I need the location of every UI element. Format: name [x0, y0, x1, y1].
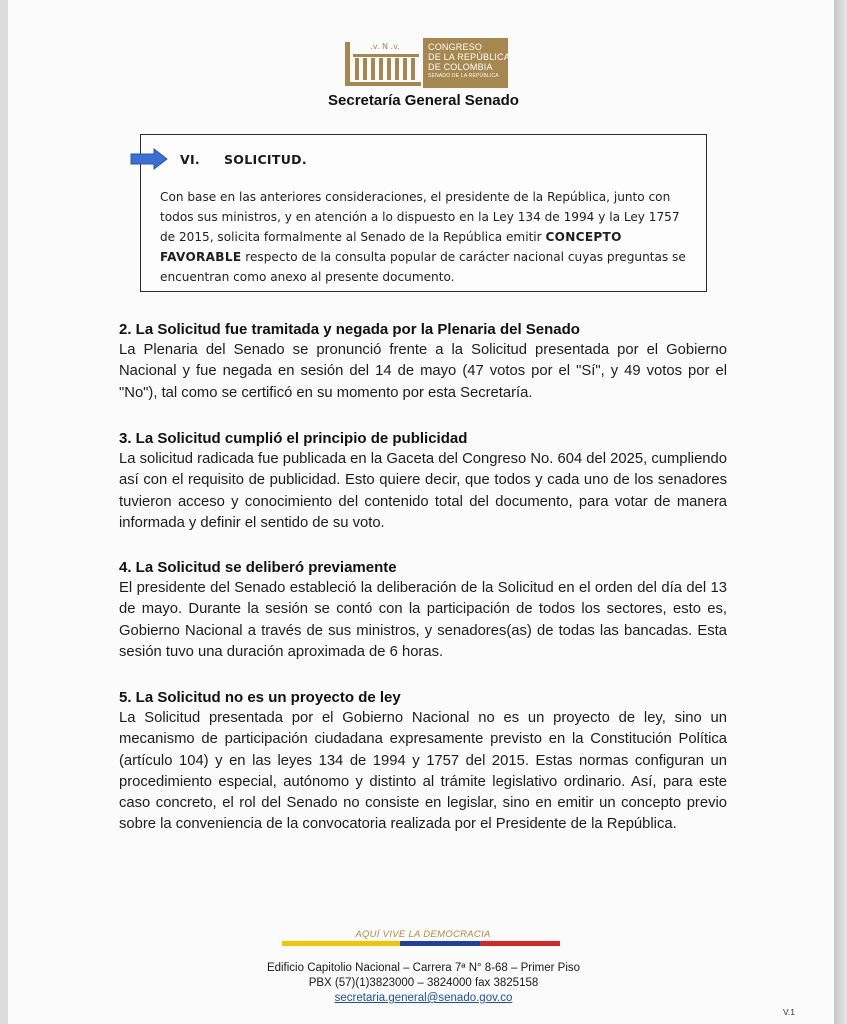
logo-textbox [423, 38, 511, 88]
logo-subline: SENADO DE LA REPÚBLICA [428, 73, 499, 79]
flag-red [480, 941, 560, 946]
quote-text-bold: CONCEPTO FAVORABLE [160, 230, 622, 264]
emblem-text: .v. N .v. [370, 42, 400, 51]
section-title: 2. La Solicitud fue tramitada y negada por la Plenaria del Senado [119, 321, 580, 338]
logo-line-3: DE COLOMBIA [428, 62, 493, 72]
section-body: La solicitud radicada fue publicada en la Gaceta del Congreso No. 604 del 2025, cumpliendo así con el requisito de publicidad. Esto quiere decir, que todos y cada uno de los senadores tuvieron acceso y conocimiento del contenido total del documento, para votar de manera informada y definir el sentido de su voto. [119, 451, 727, 531]
footer-motto: AQUÍ VIVE LA DEMOCRACIA [355, 929, 491, 940]
section-body: La Plenaria del Senado se pronunció frente a la Solicitud presentada por el Gobierno Nacional y fue negada en sesión del 14 de mayo (47 votos por el "Sí", y 49 votos por el "No"), tal como se certificó en su momento por esta Secretaría. [119, 342, 727, 401]
section-body: La Solicitud presentada por el Gobierno Nacional no es un proyecto de ley, sino un mecanismo de participación ciudadana expresamente previsto en la Constitución Política (artículo 104) y en las leyes 134 de 1994 y 1757 del 2015. Estas normas configuran un procedimiento especial, autónomo y distinto al trámite legislativo ordinario. Así, para este caso concreto, el rol del Senado no consiste en legislar, sino en emitir un concepto previo sobre la conveniencia de la convocatoria realizada por el Presidente de la República. [119, 710, 727, 833]
footer-phone: PBX (57)(1)3823000 – 3824000 fax 3825158 [308, 977, 539, 989]
section-body: El presidente del Senado estableció la deliberación de la Solicitud en el orden del día del 13 de mayo. Durante la sesión se contó con la participación de todos los sectores, esto es, Gobierno Nacional a través de sus ministros, y senadores(as) de todas las bancadas. Esta sesión tuvo una duración aproximada de 6 horas. [119, 580, 727, 660]
logo-line-2: DE LA REPÚBLICA [428, 52, 511, 62]
section-title: 3. La Solicitud cumplió el principio de publicidad [119, 430, 468, 447]
quote-heading [180, 152, 307, 167]
office-title: Secretaría General Senado [328, 92, 519, 109]
quote-text-after: respecto de la consulta popular de carácter nacional cuyas preguntas se encuentran como anexo al presente documento. [160, 250, 686, 284]
footer-email-link[interactable]: secretaria.general@senado.gov.co [334, 992, 513, 1004]
flag-yellow [282, 941, 400, 946]
footer-address: Edificio Capitolio Nacional – Carrera 7ª N° 8-68 – Primer Piso [266, 962, 581, 974]
section-title: 4. La Solicitud se deliberó previamente [119, 559, 397, 576]
quote-title: SOLICITUD. [224, 152, 307, 167]
section-2 [119, 319, 727, 404]
arrow-right-icon [130, 148, 168, 170]
section-4 [119, 557, 727, 663]
quote-numeral: VI. [180, 152, 200, 167]
footer-email-row [0, 992, 847, 1004]
capitol-emblem-icon [345, 38, 421, 88]
quote-paragraph [160, 187, 692, 287]
section-title: 5. La Solicitud no es un proyecto de ley [119, 689, 401, 706]
congress-logo [345, 38, 511, 88]
flag-blue [400, 941, 480, 946]
section-3 [119, 428, 727, 534]
version-label: V.1 [783, 1007, 795, 1017]
section-5 [119, 687, 727, 836]
page-edge [834, 0, 847, 1024]
logo-line-1: CONGRESO [428, 42, 483, 52]
flag-stripe [282, 941, 560, 946]
quote-text-before: Con base en las anteriores consideraciones, el presidente de la República, junto con todos sus ministros, y en atención a lo dispuesto en la Ley 134 de 1994 y la Ley 1757 de 2015, solicita formalmente al Senado de la República emitir [160, 190, 680, 244]
